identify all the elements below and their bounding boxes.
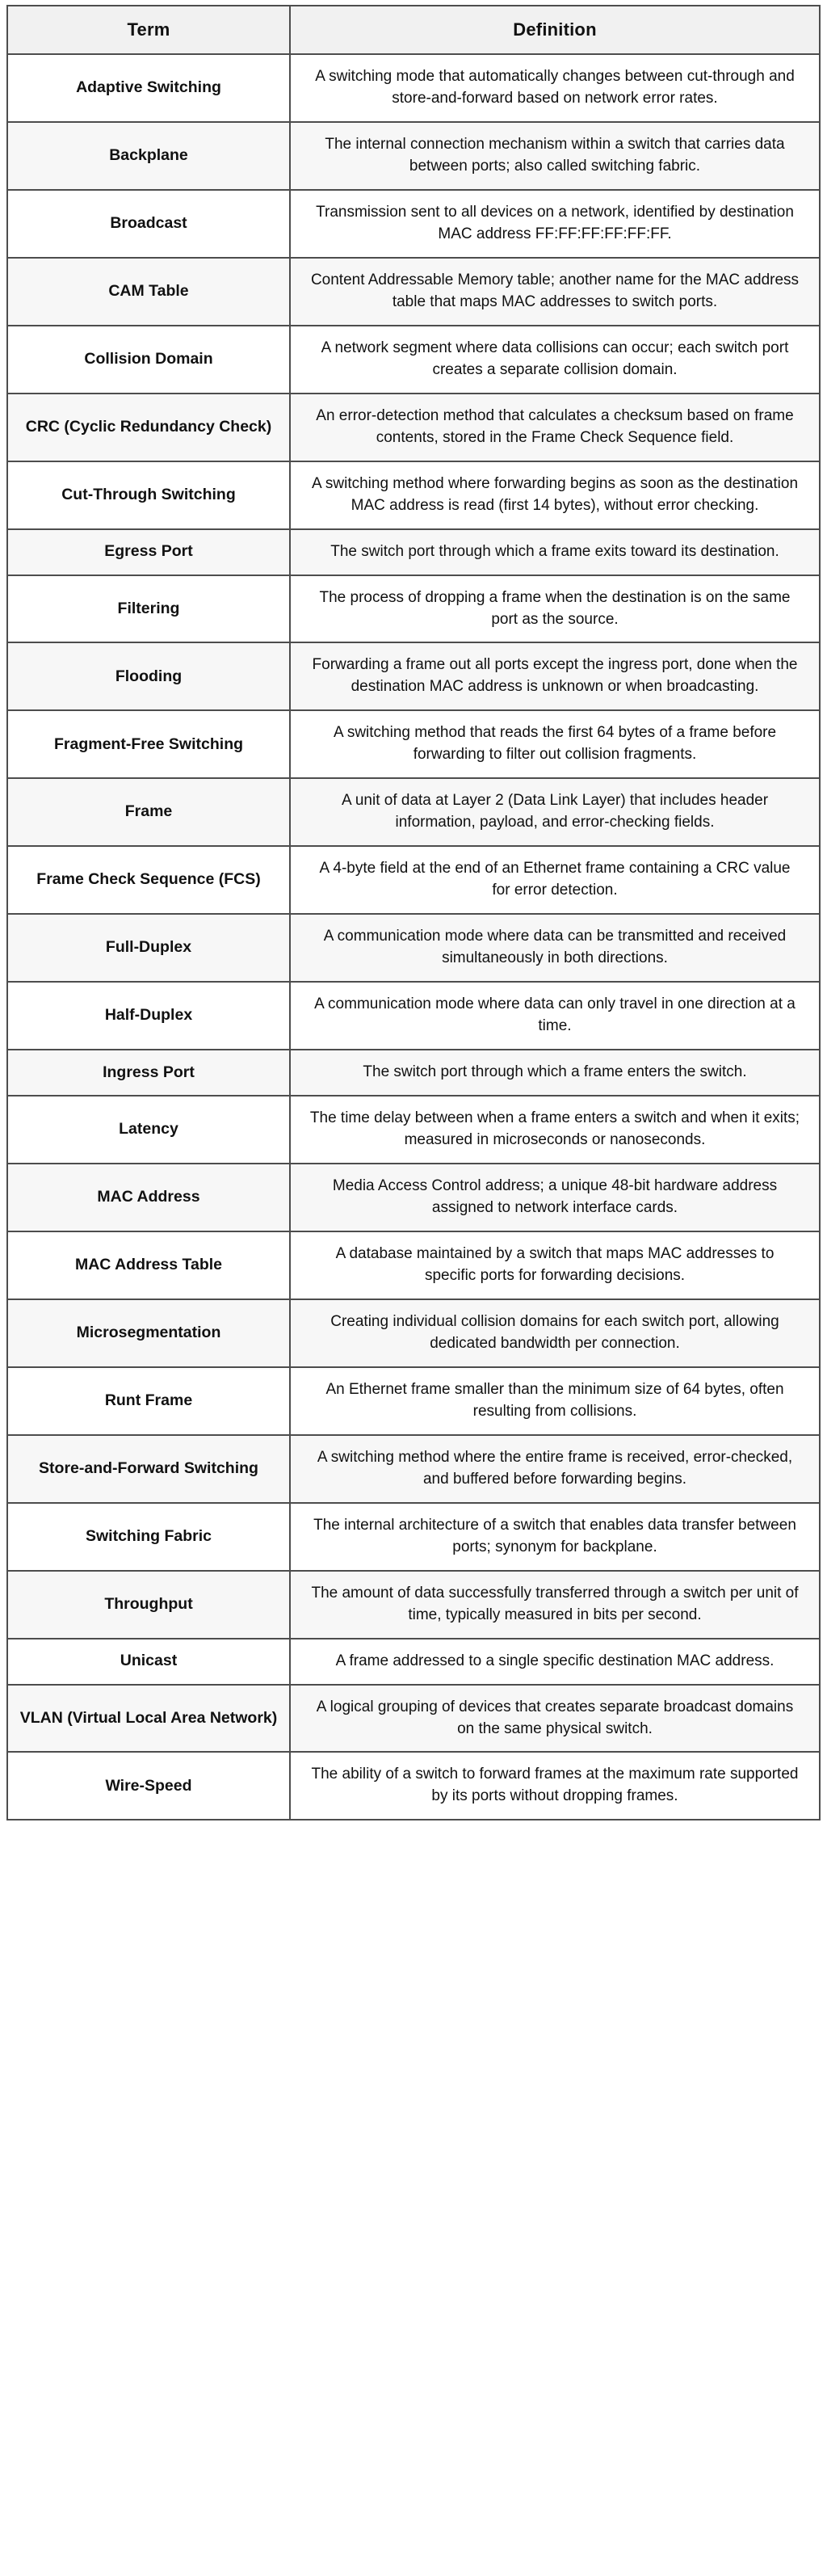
cell-term: Unicast [7,1639,290,1685]
cell-term: Throughput [7,1571,290,1639]
cell-term: MAC Address [7,1164,290,1231]
cell-term: CRC (Cyclic Redundancy Check) [7,394,290,461]
cell-definition: Forwarding a frame out all ports except the ingress port, done when the destination MAC address is unknown or when broadcasting. [290,642,820,710]
cell-definition: A switching method where forwarding begins as soon as the destination MAC address is read (first 14 bytes), without error checking. [290,461,820,529]
cell-definition: The internal architecture of a switch that enables data transfer between ports; synonym for backplane. [290,1503,820,1571]
cell-definition: A switching method where the entire frame is received, error-checked, and buffered before forwarding begins. [290,1435,820,1503]
glossary-table [6,5,821,1820]
table-row [7,1367,820,1435]
table-row [7,326,820,394]
table-row [7,710,820,778]
table-row [7,1096,820,1164]
table-row [7,1685,820,1753]
cell-definition: A switching mode that automatically changes between cut-through and store-and-forward based on network error rates. [290,54,820,122]
cell-definition: A communication mode where data can only travel in one direction at a time. [290,982,820,1050]
table-row [7,258,820,326]
cell-term: Store-and-Forward Switching [7,1435,290,1503]
cell-term: Half-Duplex [7,982,290,1050]
cell-definition: A communication mode where data can be transmitted and received simultaneously in both directions. [290,914,820,982]
cell-term: Runt Frame [7,1367,290,1435]
cell-term: Egress Port [7,529,290,575]
cell-term: Fragment-Free Switching [7,710,290,778]
cell-definition: A unit of data at Layer 2 (Data Link Layer) that includes header information, payload, and error-checking fields. [290,778,820,846]
table-row [7,982,820,1050]
cell-definition: The internal connection mechanism within a switch that carries data between ports; also called switching fabric. [290,122,820,190]
cell-term: Collision Domain [7,326,290,394]
cell-term: Flooding [7,642,290,710]
column-header-term: Term [7,6,290,54]
table-row [7,1435,820,1503]
table-row [7,575,820,643]
cell-term: Frame Check Sequence (FCS) [7,846,290,914]
table-row [7,914,820,982]
cell-definition: Creating individual collision domains for each switch port, allowing dedicated bandwidth per connection. [290,1299,820,1367]
cell-definition: An error-detection method that calculates a checksum based on frame contents, stored in the Frame Check Sequence field. [290,394,820,461]
cell-definition: An Ethernet frame smaller than the minimum size of 64 bytes, often resulting from collisions. [290,1367,820,1435]
cell-definition: A network segment where data collisions can occur; each switch port creates a separate collision domain. [290,326,820,394]
table-row [7,54,820,122]
table-row [7,1571,820,1639]
cell-term: MAC Address Table [7,1231,290,1299]
cell-definition: The process of dropping a frame when the destination is on the same port as the source. [290,575,820,643]
cell-definition: The time delay between when a frame enters a switch and when it exits; measured in microseconds or nanoseconds. [290,1096,820,1164]
cell-definition: A database maintained by a switch that maps MAC addresses to specific ports for forwarding decisions. [290,1231,820,1299]
cell-definition: A switching method that reads the first 64 bytes of a frame before forwarding to filter out collision fragments. [290,710,820,778]
cell-term: Ingress Port [7,1050,290,1096]
table-row [7,1299,820,1367]
cell-definition: Transmission sent to all devices on a network, identified by destination MAC address FF:FF:FF:FF:FF:FF. [290,190,820,258]
cell-term: Cut-Through Switching [7,461,290,529]
cell-term: Frame [7,778,290,846]
cell-definition: The switch port through which a frame exits toward its destination. [290,529,820,575]
table-header-row [7,6,820,54]
cell-term: Backplane [7,122,290,190]
table-row [7,1503,820,1571]
cell-term: Wire-Speed [7,1752,290,1820]
cell-term: Microsegmentation [7,1299,290,1367]
table-row [7,1752,820,1820]
table-row [7,1050,820,1096]
cell-definition: A frame addressed to a single specific destination MAC address. [290,1639,820,1685]
table-row [7,122,820,190]
table-row [7,529,820,575]
cell-term: Full-Duplex [7,914,290,982]
cell-definition: Content Addressable Memory table; another name for the MAC address table that maps MAC addresses to switch ports. [290,258,820,326]
table-header [7,6,820,54]
cell-definition: The amount of data successfully transferred through a switch per unit of time, typically measured in bits per second. [290,1571,820,1639]
table-row [7,846,820,914]
cell-term: Switching Fabric [7,1503,290,1571]
cell-term: Latency [7,1096,290,1164]
table-row [7,1164,820,1231]
table-row [7,642,820,710]
table-row [7,778,820,846]
cell-term: Adaptive Switching [7,54,290,122]
table-row [7,190,820,258]
cell-definition: The switch port through which a frame enters the switch. [290,1050,820,1096]
table-row [7,461,820,529]
cell-term: VLAN (Virtual Local Area Network) [7,1685,290,1753]
cell-term: CAM Table [7,258,290,326]
cell-definition: Media Access Control address; a unique 48-bit hardware address assigned to network interface cards. [290,1164,820,1231]
cell-term: Filtering [7,575,290,643]
table-row [7,1231,820,1299]
column-header-definition: Definition [290,6,820,54]
table-row [7,394,820,461]
cell-definition: The ability of a switch to forward frames at the maximum rate supported by its ports without dropping frames. [290,1752,820,1820]
cell-definition: A logical grouping of devices that creates separate broadcast domains on the same physical switch. [290,1685,820,1753]
cell-term: Broadcast [7,190,290,258]
table-row [7,1639,820,1685]
table-body [7,54,820,1820]
cell-definition: A 4-byte field at the end of an Ethernet frame containing a CRC value for error detection. [290,846,820,914]
